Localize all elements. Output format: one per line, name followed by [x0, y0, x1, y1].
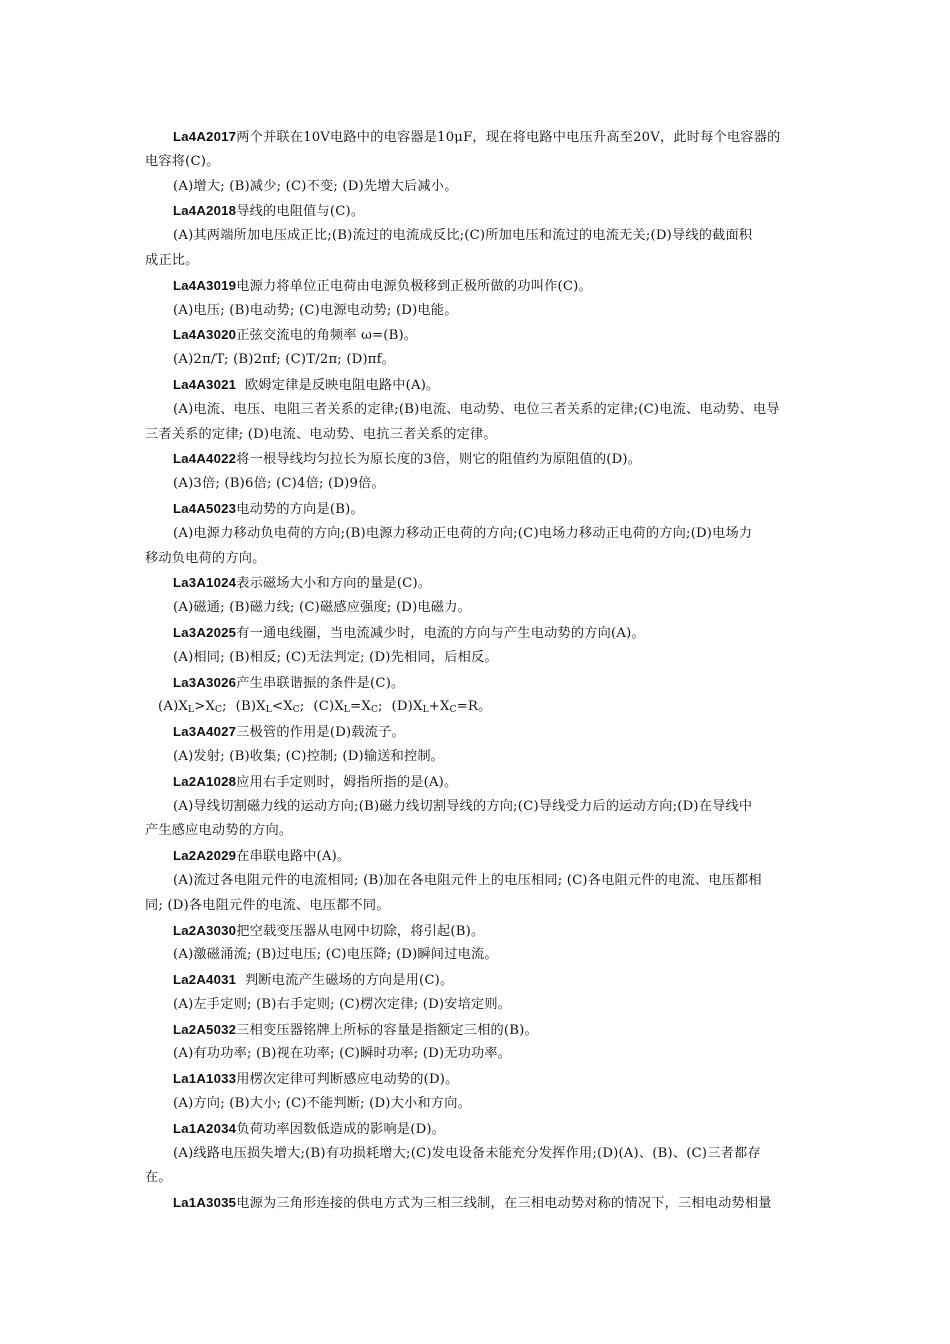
question-code: La1A3035 [173, 1195, 237, 1211]
question-line [145, 1117, 810, 1142]
answer-options-text: (A)发射; (B)收集; (C)控制; (D)输送和控制。 [173, 748, 445, 764]
answer-options-line [145, 1092, 810, 1117]
question-code: La2A2029 [173, 848, 237, 864]
question-text: 把空载变压器从电网中切除，将引起(B)。 [236, 923, 485, 939]
option-c-prefix: (C)X [313, 699, 344, 715]
answer-options-text: (A)左手定则; (B)右手定则; (C)楞次定律; (D)安培定则。 [173, 996, 512, 1012]
question-text: 正弦交流电的角频率 ω=(B)。 [236, 328, 418, 344]
answer-options-line [145, 795, 810, 820]
question-code: La2A3030 [173, 922, 237, 938]
question-code: La4A4022 [173, 451, 237, 467]
question-text: 电源力将单位正电荷由电源负极移到正极所做的功叫作(C)。 [236, 278, 592, 294]
question-line [145, 844, 810, 869]
answer-options-line [145, 522, 810, 547]
option-c-operator: =X [350, 699, 371, 715]
subscript-c: C [215, 705, 223, 716]
answer-options-text: 在。 [145, 1170, 172, 1186]
option-d-prefix: (D)X [391, 699, 423, 715]
question-text: 判断电流产生磁场的方向是用(C)。 [236, 973, 454, 989]
question-text: 两个并联在10V电路中的电容器是10μF，现在将电路中电压升高至20V，此时每个电容器的 [236, 130, 781, 145]
option-b-operator: <X [271, 699, 293, 715]
answer-options-line [145, 1142, 810, 1167]
question-code: La3A1024 [173, 575, 237, 591]
question-text: 将一根导线均匀拉长为原长度的3倍，则它的阻值约为原阻值的(D)。 [236, 452, 642, 468]
answer-options-line-continued [145, 423, 810, 448]
question-text: 表示磁场大小和方向的量是(C)。 [236, 576, 432, 592]
question-text: 有一通电线圈，当电流减少时，电流的方向与产生电动势的方向(A)。 [236, 625, 645, 641]
subscript-l: L [343, 705, 351, 716]
answer-options-text: 三者关系的定律; (D)电流、电动势、电抗三者关系的定律。 [145, 426, 497, 442]
answer-options-line-continued [145, 547, 810, 572]
option-d-operator: +X [428, 699, 450, 715]
question-line [145, 621, 810, 646]
subscript-c: C [449, 705, 457, 716]
question-text: 三极管的作用是(D)载流子。 [236, 725, 405, 741]
question-text: 电源为三角形连接的供电方式为三相三线制，在三相电动势对称的情况下，三相电动势相量 [236, 1196, 772, 1212]
answer-options-text: 产生感应电动势的方向。 [145, 823, 293, 839]
answer-options-line [145, 348, 810, 373]
question-line [145, 571, 810, 596]
answer-options-text: (A)其两端所加电压成正比;(B)流过的电流成反比;(C)所加电压和流过的电流无关;(D)导线的截面积 [173, 228, 753, 244]
question-code: La2A1028 [173, 773, 237, 789]
question-code: La4A5023 [173, 500, 237, 516]
answer-options-line-continued [145, 249, 810, 274]
answer-options-text: 移动负电荷的方向。 [145, 550, 266, 566]
question-code: La3A3026 [173, 674, 237, 690]
formula-options-line [145, 695, 810, 720]
question-code: La4A3020 [173, 327, 237, 343]
answer-options-text: (A)流过各电阻元件的电流相同; (B)加在各电阻元件上的电压相同; (C)各电阻元件的电流、电压都相 [173, 872, 762, 888]
subscript-c: C [370, 705, 379, 716]
option-c-end: ; [378, 699, 388, 715]
option-a [158, 699, 231, 714]
answer-options-line-continued [145, 1166, 810, 1191]
question-line [145, 720, 810, 745]
question-line [145, 447, 810, 472]
question-code: La3A4027 [173, 724, 237, 740]
answer-options-text: (A)线路电压损失增大;(B)有功损耗增大;(C)发电设备未能充分发挥作用;(D)(A)、(B)、(C)三者都存 [173, 1145, 761, 1161]
question-line [145, 919, 810, 944]
option-b-end: ; [299, 699, 309, 715]
question-line-continued [145, 150, 810, 175]
question-line [145, 671, 810, 696]
question-code: La2A4031 [173, 972, 237, 988]
question-line [145, 1018, 810, 1043]
option-a-end: ; [222, 699, 232, 715]
answer-options-line-continued [145, 894, 810, 919]
question-line [145, 968, 810, 993]
answer-options-text: (A)电流、电压、电阻三者关系的定律;(B)电流、电动势、电位三者关系的定律;(C)电流、电动势、电导 [173, 401, 780, 417]
answer-options-text: (A)磁通; (B)磁力线; (C)磁感应强度; (D)电磁力。 [173, 600, 471, 616]
answer-options-line [145, 596, 810, 621]
question-line [145, 497, 810, 522]
question-code: La4A3019 [173, 277, 237, 293]
answer-options-line [145, 398, 810, 423]
answer-options-line [145, 224, 810, 249]
option-b [236, 699, 309, 714]
answer-options-line-continued [145, 819, 810, 844]
question-text: 在串联电路中(A)。 [236, 849, 351, 865]
question-text: 电容将(C)。 [145, 153, 220, 169]
question-text: 三相变压器铭牌上所标的容量是指额定三相的(B)。 [236, 1022, 538, 1038]
answer-options-line [145, 745, 810, 770]
answer-options-text: (A)方向; (B)大小; (C)不能判断; (D)大小和方向。 [173, 1096, 471, 1112]
answer-options-line [145, 646, 810, 671]
question-code: La4A2017 [173, 129, 237, 144]
answer-options-text: (A)电压; (B)电动势; (C)电源电动势; (D)电能。 [173, 302, 458, 318]
subscript-l: L [265, 705, 272, 716]
subscript-l: L [422, 705, 429, 716]
question-code: La1A1033 [173, 1071, 237, 1087]
answer-options-line [145, 472, 810, 497]
question-line [145, 770, 810, 795]
answer-options-line [145, 993, 810, 1018]
option-a-operator: >X [194, 699, 216, 715]
answer-options-text: (A)电源力移动负电荷的方向;(B)电源力移动正电荷的方向;(C)电场力移动正电荷的方向;(D)电场力 [173, 525, 753, 541]
option-b-prefix: (B)X [235, 699, 266, 715]
answer-options-text: (A)2π/T; (B)2πf; (C)T/2π; (D)πf。 [173, 352, 396, 368]
question-code: La4A3021 [173, 376, 237, 392]
question-text: 用楞次定律可判断感应电动势的(D)。 [236, 1072, 459, 1088]
option-d-end: =R。 [456, 699, 492, 715]
answer-options-text: (A)相同; (B)相反; (C)无法判定; (D)先相同，后相反。 [173, 649, 498, 665]
question-code: La1A2034 [173, 1120, 237, 1136]
answer-options-text: (A)3倍; (B)6倍; (C)4倍; (D)9倍。 [173, 476, 385, 492]
question-text: 欧姆定律是反映电阻电路中(A)。 [236, 377, 440, 393]
question-line [145, 323, 810, 348]
question-text: 电动势的方向是(B)。 [236, 501, 364, 517]
question-text: 应用右手定则时，姆指所指的是(A)。 [236, 774, 458, 790]
answer-options-line [145, 175, 810, 200]
question-code: La4A2018 [173, 203, 237, 219]
answer-options-line [145, 869, 810, 894]
subscript-c: C [292, 705, 300, 716]
question-text: 产生串联谐振的条件是(C)。 [236, 675, 405, 691]
question-line [145, 1067, 810, 1092]
option-d [392, 699, 492, 714]
subscript-l: L [188, 705, 195, 716]
question-text: 负荷功率因数低造成的影响是(D)。 [236, 1121, 446, 1137]
answer-options-line [145, 299, 810, 324]
question-line [145, 274, 810, 299]
question-line [145, 125, 810, 150]
answer-options-text: (A)激磁涌流; (B)过电压; (C)电压降; (D)瞬间过电流。 [173, 947, 498, 963]
question-text: 导线的电阻值与(C)。 [236, 204, 365, 220]
question-code: La3A2025 [173, 624, 237, 640]
document-body [145, 125, 810, 1216]
answer-options-text: 成正比。 [145, 252, 199, 268]
question-line [145, 373, 810, 398]
answer-options-text: (A)导线切割磁力线的运动方向;(B)磁力线切割导线的方向;(C)导线受力后的运动方向;(D)在导线中 [173, 798, 753, 814]
answer-options-line [145, 1042, 810, 1067]
answer-options-line [145, 943, 810, 968]
question-code: La2A5032 [173, 1021, 237, 1037]
question-line [145, 1191, 810, 1216]
question-line [145, 199, 810, 224]
option-c [313, 699, 387, 714]
answer-options-text: 同; (D)各电阻元件的电流、电压都不同。 [145, 897, 390, 913]
option-a-prefix: (A)X [158, 699, 189, 715]
answer-options-text: (A)增大; (B)减少; (C)不变; (D)先增大后减小。 [173, 178, 458, 194]
answer-options-text: (A)有功功率; (B)视在功率; (C)瞬时功率; (D)无功功率。 [173, 1046, 512, 1062]
